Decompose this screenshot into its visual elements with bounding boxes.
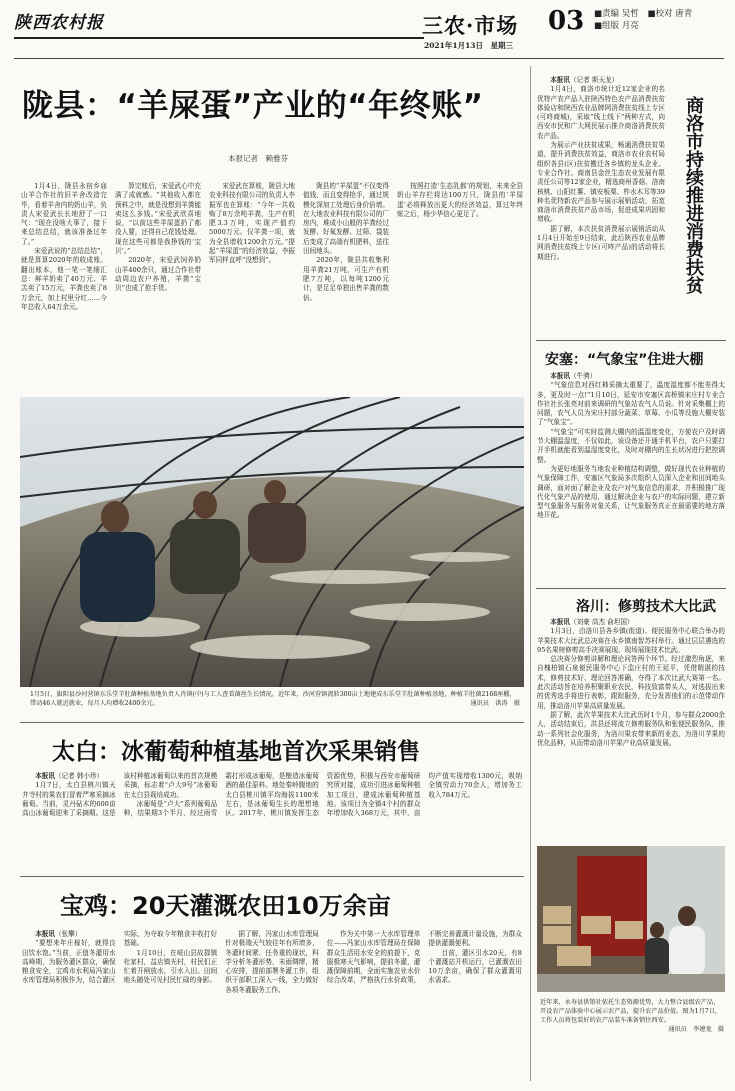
date-line: 2021年1月13日 星期三 <box>424 41 514 50</box>
greenhouse-illustration <box>20 397 524 687</box>
editor-name: 唐青 <box>675 9 693 19</box>
byline: （记者 韩小珍） <box>54 772 104 780</box>
masthead-logo: 陕西农村报 <box>14 13 104 33</box>
luochuan-paragraph: 1月3日，由洛川县各乡镇(街道)、便民服务中心联合举办的苹果技术大比武总决赛在永乡镇南智苏村举行。通过层层遴选的95名果树修剪高手决赛展现、现场展现技术比武。 <box>537 627 725 654</box>
lead-paragraph: 2020年，宋爱武饲养奶山羊400余只，通过合作社带动周边农户养殖，羊粪“宝贝”也成了抢手货。 <box>115 256 201 293</box>
lead-story-col-4 <box>303 182 389 382</box>
baoji-paragraph: 据了解，冯家山水库管理局针对极端天气较往年有所增多，冬灌时间紧、任务重的现状，科学分析冬灌形势，未雨绸缪，精心安排，提前部署冬灌工作，组织干部职工深入一线，全力做好各项冬灌服务工作。 <box>225 930 319 994</box>
greenhouse-photo <box>20 397 524 687</box>
lead-paragraph: 1月4日，陇县永宿乡庙山羊合作社的旧羊舍改造完毕，看着羊舍内的奶山羊，负责人宋爱武长长地舒了一口气：“现在没啥大事了，接下来总结总结，就该准备过年了。” <box>21 182 107 246</box>
ansai-paragraph <box>537 372 725 381</box>
right-photo-caption <box>540 998 724 1034</box>
editor-name: 吴哲 <box>621 9 639 19</box>
divider <box>536 340 726 341</box>
baoji-story-body <box>22 930 522 1080</box>
shangluo-paragraph <box>537 76 665 85</box>
lead-story-col-1 <box>21 182 107 382</box>
lead-paragraph: 2020年，陇县共收集利用羊粪21万吨，可生产有机肥7万吨，以每吨1200元计，是足足单独出售羊粪的数倍。 <box>303 256 389 302</box>
divider <box>20 876 524 877</box>
byline-prefix: 本报讯 <box>35 772 55 780</box>
editor-name: 月亮 <box>621 21 639 31</box>
editor-label: ■组版 <box>594 21 620 31</box>
byline: （刘豪 高杰 俞坦国） <box>569 618 634 626</box>
shangluo-paragraph: 据了解，本次扶贫消费展示展销活动从1月4日开始至9日结束，此后陕西农业品牌网消费扶贫线上专区(可咚产品)的活动将长期进行。 <box>537 224 665 261</box>
taibai-story-title: 太白：冰葡萄种植基地首次采果销售 <box>52 739 420 765</box>
taibai-story-body <box>22 772 522 872</box>
ansai-story-body <box>537 372 725 580</box>
byline-prefix: 本报讯 <box>550 618 570 626</box>
luochuan-paragraph: 总决赛分修剪讲解和理论问答两个环节。经过激烈角逐，来自槐柏镇石泉便民服务中心下监庄村的王延平，凭借精湛的技术，修剪技术好、理论回答准确，夺得了本次比武大赛第一名。此次活动旨在培养积聚职业农民，科技致富带头人，对选拔出来的优秀选手将进行表彰，跟踪服务，充分发挥他们的示范带动作用，推动洛川苹果高质量发展。 <box>537 655 725 710</box>
header-rule <box>14 37 424 39</box>
lead-paragraph: 宋爱武在算账，陇县大地农业科技有限公司的负责人李振军也在算账：“今年一共收购了8万余吨羊粪，生产有机肥3.3万吨，实现产值约5000万元。仅羊粪一项，就为全县增收1200余万元。”提起“羊屎蛋”的经济效益，李振军同样直呼“没想到”。 <box>209 182 295 265</box>
baoji-story-title: 宝鸡：20天灌溉农田10万余亩 <box>60 892 391 920</box>
caption-text: 1月5日，旗阳县沙河营镇东乐堂羊肚菌种植基地负责人肖镇(中)与工人查看菌丝生长情况。近年来，沙河营镇流转300亩土地建成东乐堂羊肚菌种植基地，种植羊肚菌2168座棚，带动46人就近就业，每月人均增收2400余元。 <box>30 691 516 707</box>
lead-paragraph: 按照打造‘生态乳都’的规划，未来全县奶山羊存栏将达100万只，陇县的‘羊屎蛋’必将释放出更大的经济效益，算过年终账之后，杨少华信心更足了。 <box>397 182 523 218</box>
lead-paragraph: 算完账后，宋爱武心中充满了成就感。“其他收入都在预料之中，就是没想到羊粪能卖这么多钱。”宋爱武欣喜地说，“以前这些羊屎蛋扔了都没人要，还得自己花钱处理。现在这些可都是我挣钱的‘宝贝’。” <box>115 182 201 256</box>
photo-credit: 通讯员 李建龙 摄 <box>668 1026 724 1033</box>
shangluo-paragraph: 为展示产业扶贫成果，畅通消费扶贫渠道，提升消费扶贫效益，商洛市农业农村局组织各县(区)扶贫搬迁各乡镇的龙头企业、专业合作社、商南县金丝生态农业发展有限责任公司等12家企业，精选商州香菇、洛南核桃、山阳红薯、镇安板栗、柞水木耳等39种名优特新农产品参与展示展销活动，拓宽商洛市消费扶贫产品市场，促进成果巩固和增收。 <box>537 141 665 224</box>
caption-text: 近年来，永寿县供销社依托生态资源优势，大力整合县级农产品，开设农产品体验中心展示农产品，提升农产品价值。图为1月7日，工作人员将包装好的农产品装车准备销往西安。 <box>540 999 722 1024</box>
luochuan-paragraph: 据了解，此次苹果技术大比武历时1个月，参与群众2000余人，活动结束后，洪县还将流立修剪服务队和张便民服务队，推动一系列社会化服务，为洛川果农带来新的业态，为洛川苹果的优化品种，从而带动洛川苹果产业高质量发展。 <box>537 710 725 747</box>
editor-line-2 <box>594 20 724 32</box>
baoji-paragraph: “要想来年庄稼好，就得良田饮水饱。”当前，正值冬灌用水高峰期，为服务灌区群众，确保粮食安全，宝鸡市水利局冯家山水库管理局积极作为，结合灌区实际，为夺取今年粮食丰收打好基础。 <box>22 930 218 985</box>
lead-story-byline: 本报记者 赖雅芬 <box>228 154 288 163</box>
baoji-paragraph <box>22 930 116 939</box>
shangluo-paragraph: 1月4日，商洛市统计近12家企业的名优特产农产品入驻陕西特色农产品消费扶贫体验店和陕西农业品牌网消费扶贫线上专区(可咚商城)，采取“线上线下”两种方式，向西安市民和广大网民展示推介商洛消费扶贫农产品。 <box>537 85 665 140</box>
editors-box <box>594 8 724 32</box>
editor-label: ■校对 <box>647 9 673 19</box>
ansai-story-title: 安塞：“气象宝”住进大棚 <box>545 352 704 368</box>
lead-story-col-3 <box>209 182 295 382</box>
divider <box>20 722 524 723</box>
taibai-paragraph: 1月7日，太白县桃川镇天井寺村的果农们冒着严寒采摘冰葡萄。当前，灵丹砧木的600亩高山冰葡萄迎来了采摘期。这是该村种植冰葡萄以来的首次规模采摘，标志着“卢大9号”冰葡萄在太白县栽培成功。 <box>22 772 218 818</box>
divider <box>536 588 726 589</box>
lead-paragraph: 宋爱武说的“总结总结”，就是算算2020年的收成账。翻出账本，他一笔一笔细汇总：鲜羊奶卖了40万元、羊羔卖了15万元，羊粪也卖了8万余元，加上村里分红……今年总收入64万余元。 <box>21 247 107 311</box>
ansai-paragraph: 为更好地服务当地农业种植结构调整，做好现代农业种植的气象保障工作，安塞区气象局多次组织人员深入企业和田间地头调研，面对面了解企业及农户对气象信息的需求，并积极推广现代化气象产品的使用，通过解决企业与农户的实际问题，建立新型气象服务与服务对象关系，让气象服务真正在最需要的地方落地开花。 <box>537 464 725 520</box>
photo-credit: 通讯员 洪涛 摄 <box>470 700 520 707</box>
produce-loading-photo <box>537 846 725 992</box>
editor-line-1 <box>594 8 724 20</box>
baoji-paragraph: 作为关中第一大水库管理单位——冯家山水库管理局在保障群众生活用水安全的前提下，克服极寒天气影响，提前冬灌，灌溉保障前期，全面实施农业水价综合改革，严格执行水价政策，不断完善灌溉计量设施，为群众提供灌溉便利。 <box>326 930 522 985</box>
editor-label: ■责编 <box>594 9 620 19</box>
section-title: 三农·市场 <box>422 13 519 38</box>
column-divider <box>530 66 531 1081</box>
luochuan-paragraph <box>537 618 725 627</box>
byline-prefix: 本报讯 <box>550 76 570 84</box>
main-photo-caption <box>30 690 520 708</box>
baoji-paragraph: 1月10日，在岐山县故郡镇杜家村，益店镇光村，村民们正忙着开闸放水，引水入田。田间地头随处可见村民忙碌的身影。 <box>123 948 218 985</box>
lead-paragraph: 陇县的“羊屎蛋”不仅变得值钱，而且变得抢手，通过规模化深加工处理后身价倍增。在大地农业科技有限公司的厂房内，堆成小山般的羊粪经过发酵、好氧发酵、过筛、袋装后变成了高端有机肥料，送往田间地头。 <box>303 182 389 256</box>
taibai-paragraph <box>22 772 116 781</box>
ansai-paragraph: “气象信息对西红柿采摘太重要了，温度湿度都不能差得太多，更及时一点!”1月10日，延安市安塞区高桥镇宋庄村专业合作社社长张亮对前来调研的气象站农气人员说。针对采集棚上的问题，农气人员为宋庄村部分蔬菜、草莓、小瓜等设施大棚安装了“气象宝”。 <box>537 381 725 427</box>
lead-story-title: 陇县：“羊屎蛋”产业的“年终账” <box>22 88 484 124</box>
page-number: 03 <box>548 6 585 36</box>
byline-prefix: 本报讯 <box>550 372 570 380</box>
baoji-paragraph: 目前，灌区引水20天，有8个灌溉站开机运行，已灌溉农田10万余亩，确保了群众灌溉用水需求。 <box>428 948 522 985</box>
luochuan-story-title: 洛川：修剪技术大比武 <box>576 599 716 615</box>
shangluo-story-title: 商洛市持续推进消费扶贫 <box>683 96 704 294</box>
byline: （张攀） <box>54 930 82 938</box>
lead-story-col-2 <box>115 182 201 382</box>
byline: （牛骋） <box>569 372 597 380</box>
byline-prefix: 本报讯 <box>35 930 55 938</box>
produce-loading-illustration <box>537 846 725 992</box>
taibai-paragraph: 冰葡萄是“卢大”系列葡萄品种，结果期3个半月，经过雨雪霜打形成冰葡萄，是酿造冰葡萄酒的最佳原料。地处秦岭腹地的太白县桃川镇平均海拔1100米左右，是冰葡萄生长的理想地区。2017年，桃川镇发挥生态资源优势，积极与西安市葡萄研究所对接，成功引进冰葡萄种植加工项目，建成冰葡萄种植基地。该项目为全镇4个村的群众年增加收入368万元，其中，亩均产值实现增收1300元，吸纳全镇劳动力70余人，增加务工收入784万元。 <box>123 772 522 818</box>
ansai-paragraph: “气象宝”可实时监测大棚内的温湿度变化，方便农户及时调节大棚温湿度，不仅如此，该设备还开通手机平台，农户只要打开手机就能看到温湿度变化，及时对棚内的生长状况进行把控调整。 <box>537 427 725 464</box>
shangluo-story-body <box>537 76 665 334</box>
lead-story-col-5 <box>397 182 523 382</box>
masthead <box>14 8 114 36</box>
luochuan-story-body <box>537 618 725 840</box>
byline: （记者 斯天龙） <box>569 76 619 84</box>
header-bottom-rule <box>14 58 724 59</box>
